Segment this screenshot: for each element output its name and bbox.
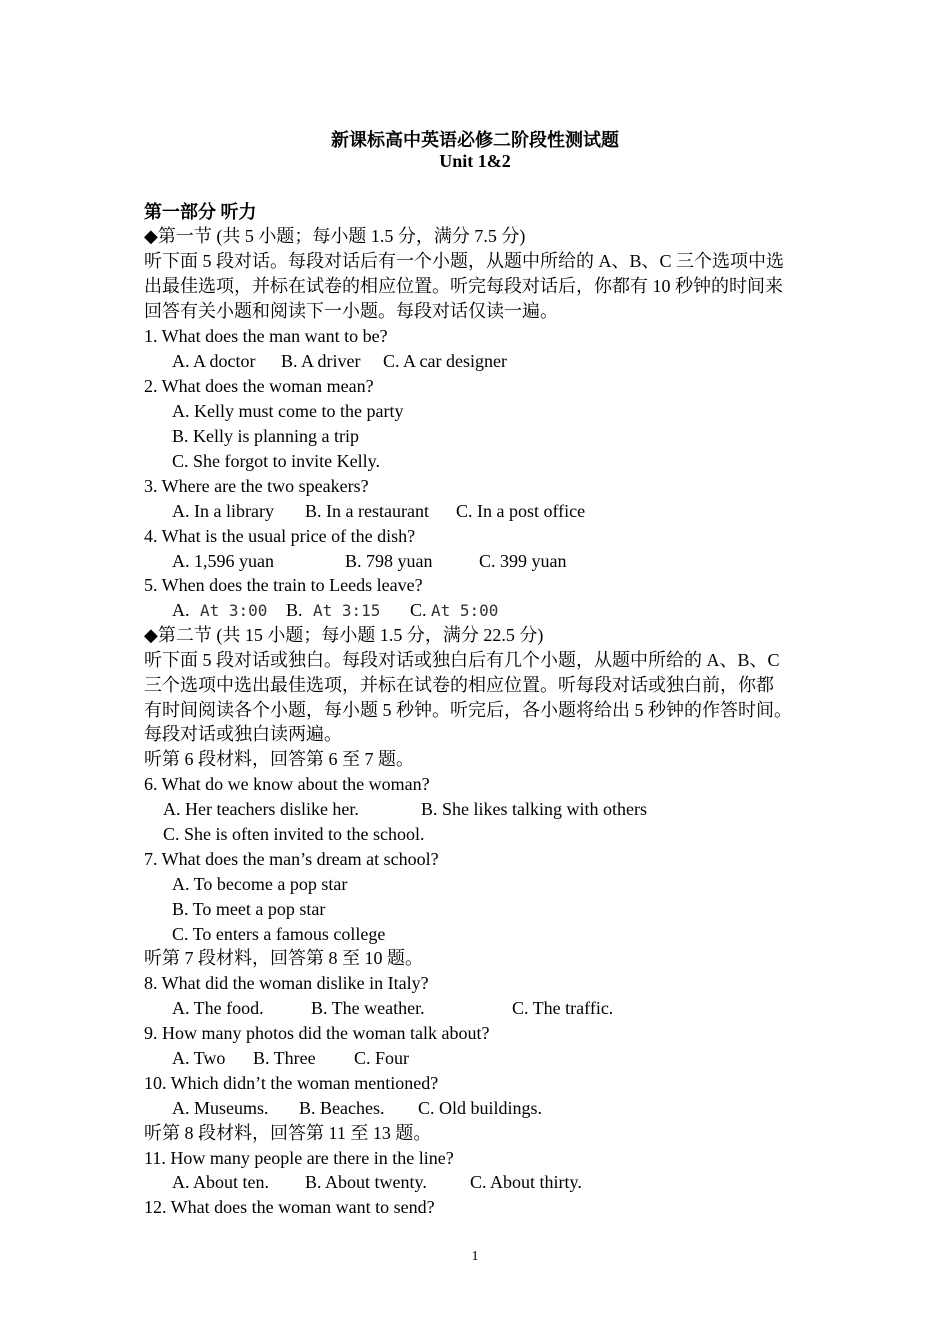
page-number: 1 [471, 1249, 479, 1264]
page-subtitle: Unit 1&2 [439, 151, 511, 171]
option-c: C. Old buildings. [418, 1098, 543, 1118]
option-a: A. Kelly must come to the party [172, 401, 404, 421]
option-b: B. Three [253, 1048, 316, 1068]
option-c: C. In a post office [456, 501, 586, 521]
option-c: C. To enters a famous college [172, 924, 386, 944]
question-stem: 6. What do we know about the woman? [144, 774, 430, 794]
section2-instruction-line: 有时间阅读各个小题，每小题 5 秒钟。听完后，各小题将给出 5 秒钟的作答时间。 [144, 700, 792, 720]
section2-heading: ◆第二节 (共 15 小题；每小题 1.5 分，满分 22.5 分) [144, 625, 544, 645]
material-heading: 听第 7 段材料，回答第 8 至 10 题。 [144, 948, 423, 968]
section1-instruction-line: 出最佳选项，并标在试卷的相应位置。听完每段对话后，你都有 10 秒钟的时间来 [144, 276, 783, 296]
option-a: A. Museums. [172, 1098, 269, 1118]
option-b: B. A driver [281, 351, 361, 371]
page-title: 新课标高中英语必修二阶段性测试题 [331, 130, 619, 150]
option-c-letter: C. [410, 600, 427, 620]
option-c: C. 399 yuan [479, 551, 567, 571]
question-stem: 9. How many photos did the woman talk about? [144, 1023, 490, 1043]
question-stem: 12. What does the woman want to send? [144, 1197, 435, 1217]
question-stem: 10. Which didn’t the woman mentioned? [144, 1073, 439, 1093]
section1-heading: ◆第一节 (共 5 小题；每小题 1.5 分，满分 7.5 分) [144, 226, 526, 246]
option-c: C. The traffic. [512, 998, 614, 1018]
option-a-letter: A. [172, 600, 190, 620]
option-a: At 3:00 [200, 601, 268, 620]
option-a: A. Two [172, 1048, 226, 1068]
option-c: At 5:00 [431, 601, 499, 620]
question-stem: 11. How many people are there in the line? [144, 1148, 454, 1168]
option-b: B. To meet a pop star [172, 899, 326, 919]
option-b: B. 798 yuan [345, 551, 433, 571]
material-heading: 听第 6 段材料，回答第 6 至 7 题。 [144, 749, 414, 769]
question-stem: 4. What is the usual price of the dish? [144, 526, 416, 546]
option-c: C. A car designer [383, 351, 507, 371]
option-a: A. 1,596 yuan [172, 551, 274, 571]
section1-instruction-line: 回答有关小题和阅读下一小题。每段对话仅读一遍。 [144, 301, 558, 321]
option-b: At 3:15 [313, 601, 381, 620]
option-b-letter: B. [286, 600, 303, 620]
question-stem: 5. When does the train to Leeds leave? [144, 575, 423, 595]
option-c: C. She is often invited to the school. [163, 824, 425, 844]
option-a: A. Her teachers dislike her. [163, 799, 359, 819]
question-stem: 8. What did the woman dislike in Italy? [144, 973, 429, 993]
section2-instruction-line: 三个选项中选出最佳选项，并标在试卷的相应位置。听每段对话或独白前，你都 [144, 675, 774, 695]
option-c: C. She forgot to invite Kelly. [172, 451, 380, 471]
option-a: A. About ten. [172, 1172, 269, 1192]
option-a: A. A doctor [172, 351, 256, 371]
option-b: B. The weather. [311, 998, 425, 1018]
option-b: B. She likes talking with others [421, 799, 647, 819]
section1-instruction-line: 听下面 5 段对话。每段对话后有一个小题，从题中所给的 A、B、C 三个选项中选 [144, 251, 785, 271]
option-a: A. To become a pop star [172, 874, 348, 894]
question-stem: 1. What does the man want to be? [144, 326, 388, 346]
question-stem: 7. What does the man’s dream at school? [144, 849, 439, 869]
question-stem: 3. Where are the two speakers? [144, 476, 369, 496]
material-heading: 听第 8 段材料，回答第 11 至 13 题。 [144, 1123, 432, 1143]
section2-instruction-line: 听下面 5 段对话或独白。每段对话或独白后有几个小题，从题中所给的 A、B、C [144, 650, 780, 670]
option-b: B. About twenty. [305, 1172, 427, 1192]
option-a: A. In a library [172, 501, 274, 521]
question-stem: 2. What does the woman mean? [144, 376, 374, 396]
option-b: B. Kelly is planning a trip [172, 426, 359, 446]
option-b: B. Beaches. [299, 1098, 385, 1118]
option-a: A. The food. [172, 998, 264, 1018]
option-b: B. In a restaurant [305, 501, 429, 521]
option-c: C. Four [354, 1048, 410, 1068]
option-c: C. About thirty. [470, 1172, 582, 1192]
part1-heading: 第一部分 听力 [144, 202, 257, 222]
section2-instruction-line: 每段对话或独白读两遍。 [144, 724, 342, 744]
